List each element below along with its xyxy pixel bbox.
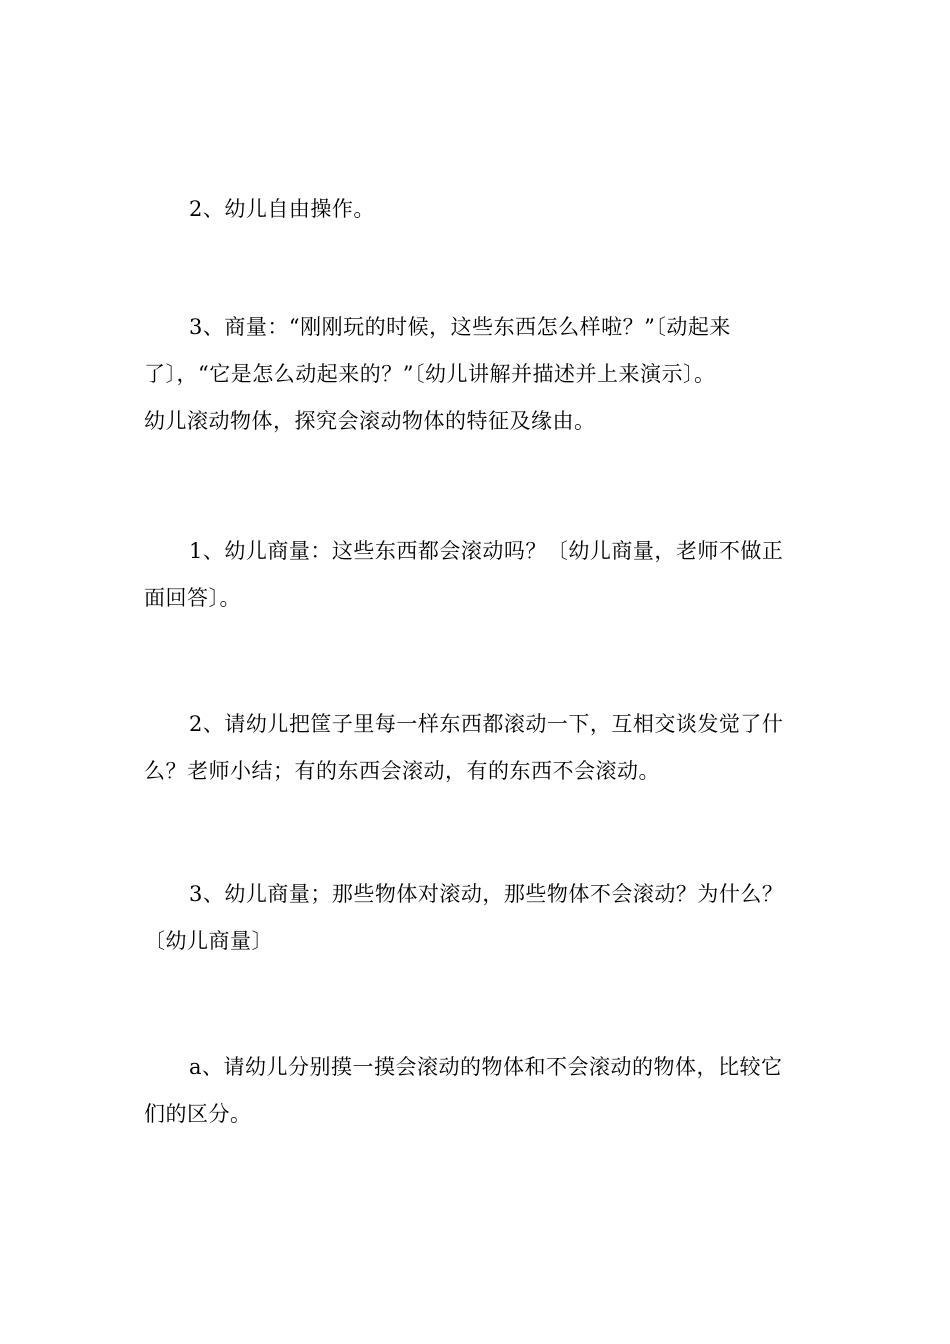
paragraph-line: 了〕，“它是怎么动起来的？”〔幼儿讲解并描述并上来演示〕。	[144, 362, 716, 386]
paragraph-line: 〔幼儿商量〕	[144, 929, 273, 953]
paragraph-can-roll-question	[144, 528, 808, 622]
paragraph-line: a、请幼儿分别摸一摸会滚动的物体和不会滚动的物体，比较它	[189, 1055, 783, 1079]
paragraph-which-roll	[144, 871, 808, 965]
paragraph-line: 3、幼儿商量；那些物体对滚动，那些物体不会滚动？为什么？	[189, 882, 784, 906]
paragraph-line: 2、请幼儿把筐子里每一样东西都滚动一下，互相交谈发觉了什	[189, 712, 784, 736]
paragraph-line: 2、幼儿自由操作。	[189, 197, 375, 221]
paragraph-touch-compare	[144, 1044, 808, 1138]
paragraph-line: 1、幼儿商量：这些东西都会滚动吗？〔幼儿商量，老师不做正	[189, 539, 784, 563]
paragraph-discussion-moving	[144, 304, 808, 445]
paragraph-line: 幼儿滚动物体，探究会滚动物体的特征及缘由。	[144, 409, 596, 433]
paragraph-roll-each-item	[144, 701, 808, 795]
paragraph-line: 么？老师小结；有的东西会滚动，有的东西不会滚动。	[144, 759, 660, 783]
paragraph-line: 们的区分。	[144, 1102, 252, 1126]
paragraph-line: 3、商量：“刚刚玩的时候，这些东西怎么样啦？”〔动起来	[189, 315, 731, 339]
paragraph-free-operation	[144, 186, 808, 233]
paragraph-line: 面回答〕。	[144, 586, 241, 610]
